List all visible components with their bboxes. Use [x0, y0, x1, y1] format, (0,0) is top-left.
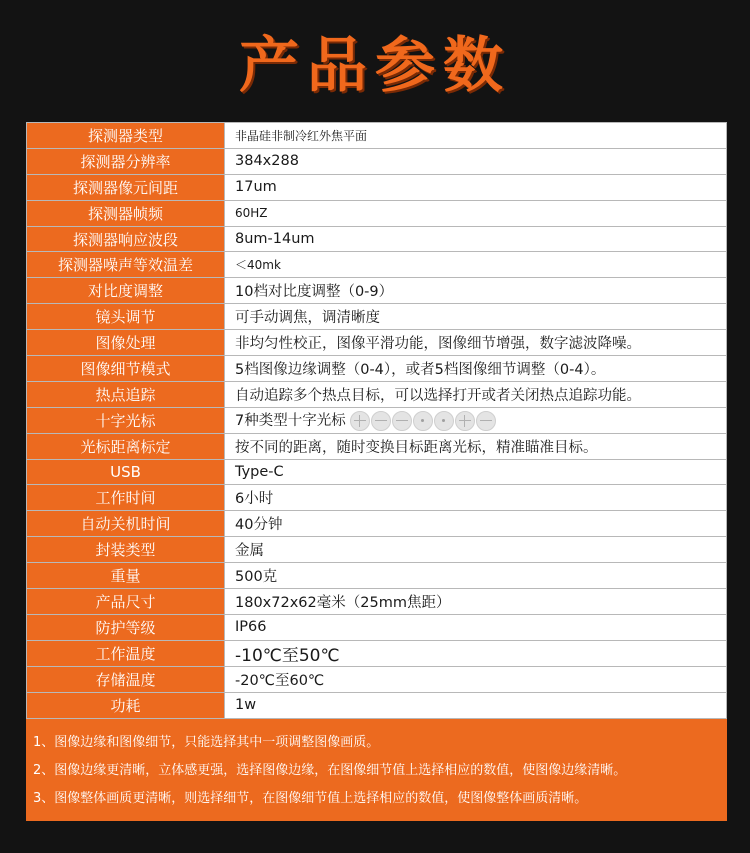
row-value: 按不同的距离，随时变换目标距离光标，精准瞄准目标。 [225, 433, 727, 459]
note-item: 3、图像整体画质更清晰，则选择细节，在图像细节值上选择相应的数值，使图像整体画质清晰。 [33, 790, 588, 806]
table-row [27, 666, 727, 692]
row-value: 384x288 [225, 148, 727, 174]
spec-table [26, 122, 727, 719]
row-value: Type-C [225, 459, 727, 485]
row-value: IP66 [225, 614, 727, 640]
crosshair-icon [371, 411, 391, 431]
row-label: 探测器像元间距 [27, 174, 225, 200]
table-row [27, 433, 727, 459]
table-row [27, 614, 727, 640]
row-value: 60HZ [225, 200, 727, 226]
crosshair-icons [350, 411, 497, 431]
row-label: 存储温度 [27, 666, 225, 692]
row-value: 5档图像边缘调整（0-4），或者5档图像细节调整（0-4）。 [225, 356, 727, 382]
notes-section [26, 719, 727, 821]
row-value: 500克 [225, 563, 727, 589]
row-value: 1w [225, 692, 727, 718]
table-row [27, 330, 727, 356]
table-row [27, 692, 727, 718]
table-row [27, 123, 727, 149]
row-label: 工作时间 [27, 485, 225, 511]
table-row [27, 485, 727, 511]
row-label: 探测器类型 [27, 123, 225, 149]
row-label: 功耗 [27, 692, 225, 718]
table-row [27, 278, 727, 304]
row-value: 7种类型十字光标 [235, 413, 346, 430]
row-value: 40分钟 [225, 511, 727, 537]
note-item: 1、图像边缘和图像细节，只能选择其中一项调整图像画质。 [33, 734, 380, 750]
row-label: 工作温度 [27, 640, 225, 666]
row-label: 对比度调整 [27, 278, 225, 304]
table-row [27, 640, 727, 666]
table-row [27, 174, 727, 200]
table-row [27, 356, 727, 382]
row-label: 热点追踪 [27, 381, 225, 407]
table-row [27, 304, 727, 330]
row-label: 探测器分辨率 [27, 148, 225, 174]
row-label: 光标距离标定 [27, 433, 225, 459]
row-label: 防护等级 [27, 614, 225, 640]
table-row [27, 511, 727, 537]
row-value: 180x72x62毫米（25mm焦距） [225, 589, 727, 615]
table-row [27, 537, 727, 563]
row-label: 产品尺寸 [27, 589, 225, 615]
row-label: 重量 [27, 563, 225, 589]
crosshair-icon [413, 411, 433, 431]
row-value: 非均匀性校正，图像平滑功能，图像细节增强，数字滤波降噪。 [225, 330, 727, 356]
row-label: 探测器响应波段 [27, 226, 225, 252]
crosshair-icon [476, 411, 496, 431]
row-value: 17um [225, 174, 727, 200]
row-value: 自动追踪多个热点目标，可以选择打开或者关闭热点追踪功能。 [225, 381, 727, 407]
table-row [27, 407, 727, 433]
table-row [27, 226, 727, 252]
table-row [27, 563, 727, 589]
row-label: 探测器帧频 [27, 200, 225, 226]
spec-panel [26, 122, 727, 821]
row-value: ＜40mk [225, 252, 727, 278]
crosshair-icon [392, 411, 412, 431]
page-title: 产品参数 [239, 31, 511, 101]
table-row [27, 200, 727, 226]
table-row [27, 381, 727, 407]
crosshair-icon [350, 411, 370, 431]
row-label: 镜头调节 [27, 304, 225, 330]
row-value: 金属 [225, 537, 727, 563]
table-row [27, 252, 727, 278]
crosshair-icon [455, 411, 475, 431]
row-value: 6小时 [225, 485, 727, 511]
row-value: -10℃至50℃ [225, 640, 727, 666]
row-label: 自动关机时间 [27, 511, 225, 537]
table-row [27, 589, 727, 615]
row-value: -20℃至60℃ [225, 666, 727, 692]
note-item: 2、图像边缘更清晰，立体感更强，选择图像边缘，在图像细节值上选择相应的数值，使图像边缘清晰。 [33, 762, 627, 778]
table-row [27, 459, 727, 485]
row-value: 10档对比度调整（0-9） [225, 278, 727, 304]
row-value: 可手动调焦，调清晰度 [225, 304, 727, 330]
row-value-cell [225, 407, 727, 433]
row-value: 非晶硅非制冷红外焦平面 [225, 123, 727, 149]
row-label: 图像细节模式 [27, 356, 225, 382]
crosshair-icon [434, 411, 454, 431]
table-row [27, 148, 727, 174]
row-label: USB [27, 459, 225, 485]
row-value: 8um-14um [225, 226, 727, 252]
row-label: 封装类型 [27, 537, 225, 563]
row-label: 十字光标 [27, 407, 225, 433]
row-label: 图像处理 [27, 330, 225, 356]
row-label: 探测器噪声等效温差 [27, 252, 225, 278]
